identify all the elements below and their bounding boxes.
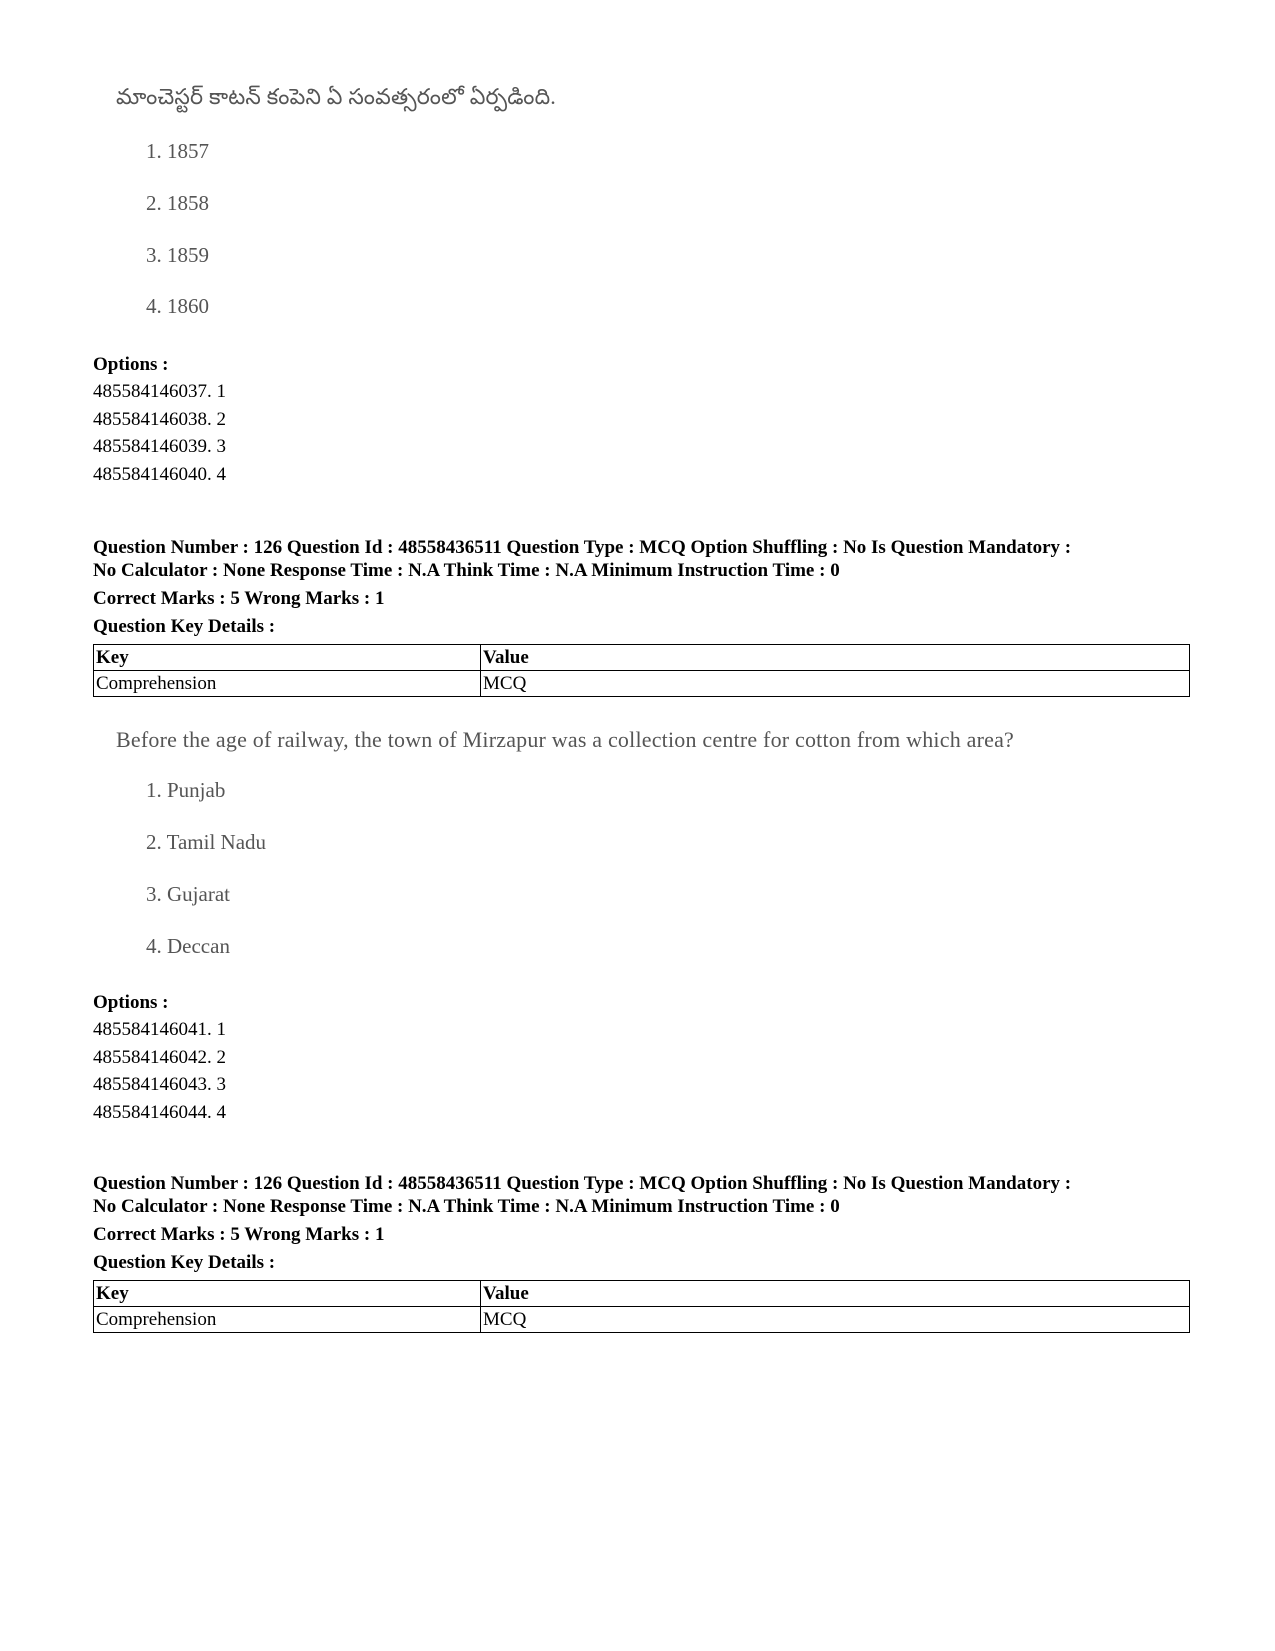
option-id-4: 485584146044. 4	[93, 1102, 226, 1123]
option-id-2: 485584146038. 2	[93, 409, 226, 430]
choice-2: 2. 1858	[146, 191, 209, 215]
key-details-label: Question Key Details :	[93, 1252, 276, 1273]
table-header-value: Value	[481, 1281, 1190, 1307]
marks-line: Correct Marks : 5 Wrong Marks : 1	[93, 588, 385, 609]
choice-4: 4. Deccan	[146, 934, 230, 958]
marks-line: Correct Marks : 5 Wrong Marks : 1	[93, 1224, 385, 1245]
key-details-table	[93, 644, 1190, 697]
options-label: Options :	[93, 354, 169, 375]
option-id-1: 485584146037. 1	[93, 381, 226, 402]
choice-4: 4. 1860	[146, 294, 209, 318]
option-id-3: 485584146043. 3	[93, 1074, 226, 1095]
question-meta-line-2: No Calculator : None Response Time : N.A Think Time : N.A Minimum Instruction Time : 0	[93, 1196, 840, 1217]
question-meta-line-2: No Calculator : None Response Time : N.A Think Time : N.A Minimum Instruction Time : 0	[93, 560, 840, 581]
table-row	[94, 1307, 1190, 1333]
choice-3: 3. 1859	[146, 243, 209, 267]
question-text: మాంచెస్టర్ కాటన్ కంపెని ఏ సంవత్సరంలో ఏర్పడింది.	[116, 84, 557, 109]
table-cell-key: Comprehension	[94, 671, 481, 697]
choice-1: 1. 1857	[146, 139, 209, 163]
option-id-1: 485584146041. 1	[93, 1019, 226, 1040]
table-header-row	[94, 1281, 1190, 1307]
choice-1: 1. Punjab	[146, 778, 226, 802]
table-header-row	[94, 645, 1190, 671]
key-details-label: Question Key Details :	[93, 616, 276, 637]
table-cell-key: Comprehension	[94, 1307, 481, 1333]
question-meta-line-1: Question Number : 126 Question Id : 48558436511 Question Type : MCQ Option Shuffling : No Is Question Mandatory :	[93, 1173, 1072, 1194]
table-cell-value: MCQ	[481, 1307, 1190, 1333]
options-label: Options :	[93, 992, 169, 1013]
question-image-1	[116, 84, 557, 318]
table-row	[94, 671, 1190, 697]
choice-3: 3. Gujarat	[146, 882, 230, 906]
option-id-2: 485584146042. 2	[93, 1047, 226, 1068]
table-header-value: Value	[481, 645, 1190, 671]
option-id-3: 485584146039. 3	[93, 436, 226, 457]
question-image-2	[116, 727, 1014, 958]
question-meta-line-1: Question Number : 126 Question Id : 48558436511 Question Type : MCQ Option Shuffling : No Is Question Mandatory :	[93, 537, 1072, 558]
table-cell-value: MCQ	[481, 671, 1190, 697]
option-id-4: 485584146040. 4	[93, 464, 226, 485]
choice-2: 2. Tamil Nadu	[146, 830, 267, 854]
key-details-table	[93, 1280, 1190, 1333]
table-header-key: Key	[94, 645, 481, 671]
question-text: Before the age of railway, the town of Mirzapur was a collection centre for cotton from which area?	[116, 727, 1014, 752]
table-header-key: Key	[94, 1281, 481, 1307]
